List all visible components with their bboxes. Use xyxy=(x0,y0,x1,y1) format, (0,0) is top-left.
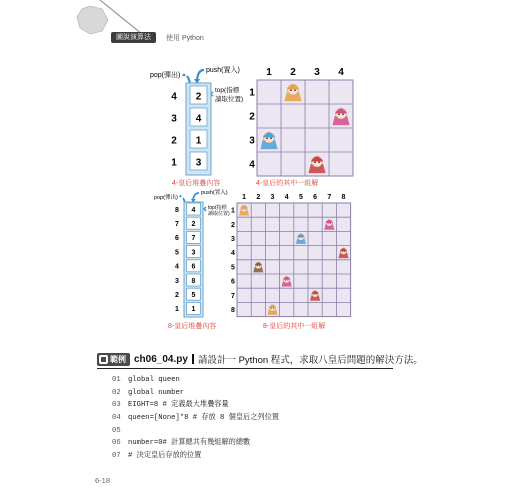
line-number: 05 xyxy=(112,426,121,435)
stack-value: 6 xyxy=(191,263,196,271)
chapter-subtitle: 使用 Python xyxy=(166,35,204,42)
board-row-label: 1 xyxy=(231,207,235,215)
board-row-label: 2 xyxy=(231,221,235,229)
stack-value: 3 xyxy=(195,157,202,169)
board-row-label: 4 xyxy=(231,250,235,258)
code-line xyxy=(112,412,279,425)
top-label-line2: 讀取位置) xyxy=(208,211,230,217)
stack-caption: 4-皇后堆疊內容 xyxy=(172,180,221,187)
example-description: 請設計一 Python 程式，求取八皇后問題的解決方法。 xyxy=(197,355,423,366)
code-text: number=0# 計算總共有幾組解的總數 xyxy=(128,439,251,448)
stack-index: 5 xyxy=(175,249,179,257)
board-col-label: 8 xyxy=(341,194,346,201)
example-divider xyxy=(97,368,393,369)
code-line xyxy=(112,387,279,400)
board-caption: 8-皇后的其中一組解 xyxy=(263,323,326,330)
pop-label: pop(彈出) xyxy=(150,72,181,79)
code-line xyxy=(112,399,279,412)
stack-index: 3 xyxy=(171,113,177,125)
stack-index: 2 xyxy=(175,292,179,300)
stack-value: 7 xyxy=(191,235,196,243)
stack-index: 1 xyxy=(171,157,177,169)
stack-index: 7 xyxy=(175,221,179,229)
chess-board xyxy=(231,194,351,317)
board-col-label: 4 xyxy=(284,194,289,201)
line-number: 02 xyxy=(112,388,121,397)
code-text: global number xyxy=(128,388,185,397)
chapter-tag: 圖說演算法 xyxy=(111,32,156,43)
stack-index: 8 xyxy=(175,206,179,214)
push-label: push(置入) xyxy=(201,190,228,196)
stack-value: 8 xyxy=(191,277,196,285)
stack-value: 4 xyxy=(191,206,196,214)
stack-value: 1 xyxy=(191,306,196,314)
line-number: 01 xyxy=(112,376,121,384)
line-number: 03 xyxy=(112,401,121,410)
board-row-label: 2 xyxy=(249,111,255,123)
line-number: 04 xyxy=(112,414,121,423)
pop-label: pop(彈出) xyxy=(154,195,178,201)
top-label-line1: top(指標 xyxy=(208,205,227,211)
push-label: push(置入) xyxy=(206,67,240,74)
board-row-label: 3 xyxy=(231,235,235,243)
board-caption: 4-皇后的其中一組解 xyxy=(256,180,319,187)
top-label-line2: 讀取位置) xyxy=(215,96,244,103)
separator-bar xyxy=(192,354,194,364)
board-row-label: 7 xyxy=(231,292,235,300)
board-col-label: 5 xyxy=(298,194,303,201)
stack-value: 4 xyxy=(195,113,202,125)
board-col-label: 1 xyxy=(242,194,247,201)
board-col-label: 3 xyxy=(270,194,275,201)
board-col-label: 4 xyxy=(338,67,344,78)
stack-index: 2 xyxy=(171,135,177,147)
example-heading xyxy=(97,351,423,367)
stack-index: 1 xyxy=(175,306,179,314)
example-filename: ch06_04.py xyxy=(134,353,188,365)
code-text: EIGHT=8 # 定義最大堆疊容量 xyxy=(128,401,229,410)
line-number: 07 xyxy=(112,452,121,461)
board-row-label: 5 xyxy=(231,264,235,272)
code-text: # 決定皇后存放的位置 xyxy=(128,452,202,461)
board-row-label: 4 xyxy=(249,159,255,171)
code-line xyxy=(112,437,279,450)
board-col-label: 7 xyxy=(327,194,332,201)
stack-index: 4 xyxy=(171,91,177,103)
code-line xyxy=(112,425,279,438)
example-badge xyxy=(97,353,130,366)
code-line xyxy=(112,450,279,463)
board-row-label: 3 xyxy=(249,135,255,147)
board-col-label: 1 xyxy=(266,67,272,78)
stack-index: 3 xyxy=(175,277,179,285)
board-col-label: 2 xyxy=(256,194,261,201)
board-row-label: 8 xyxy=(231,306,235,314)
stack-value: 3 xyxy=(191,249,196,257)
document-icon xyxy=(99,355,108,364)
stack-value: 1 xyxy=(195,135,202,147)
board-row-label: 1 xyxy=(249,87,255,99)
board-col-label: 6 xyxy=(313,194,318,201)
stack-value: 2 xyxy=(195,91,202,103)
line-number: 06 xyxy=(112,439,121,448)
stack-index: 6 xyxy=(175,235,179,243)
page-number: 6-18 xyxy=(95,476,111,485)
stack-index: 4 xyxy=(175,263,179,271)
code-text: queen=[None]*8 # 存放 8 個皇后之列位置 xyxy=(128,414,279,423)
board-row-label: 6 xyxy=(231,278,235,286)
top-label-line1: top(指標 xyxy=(215,87,240,94)
code-line xyxy=(112,374,279,387)
top-pointer-arrow xyxy=(204,207,206,211)
push-arrow xyxy=(193,193,199,200)
board-col-label: 3 xyxy=(314,67,320,78)
board-col-label: 2 xyxy=(290,67,296,78)
example-badge-label: 範例 xyxy=(110,354,126,364)
stack-value: 5 xyxy=(191,292,196,300)
stack-value: 2 xyxy=(191,221,196,229)
code-listing xyxy=(112,374,279,463)
code-text: global queen xyxy=(128,376,180,384)
stack-caption: 8-皇后堆疊內容 xyxy=(168,323,217,330)
